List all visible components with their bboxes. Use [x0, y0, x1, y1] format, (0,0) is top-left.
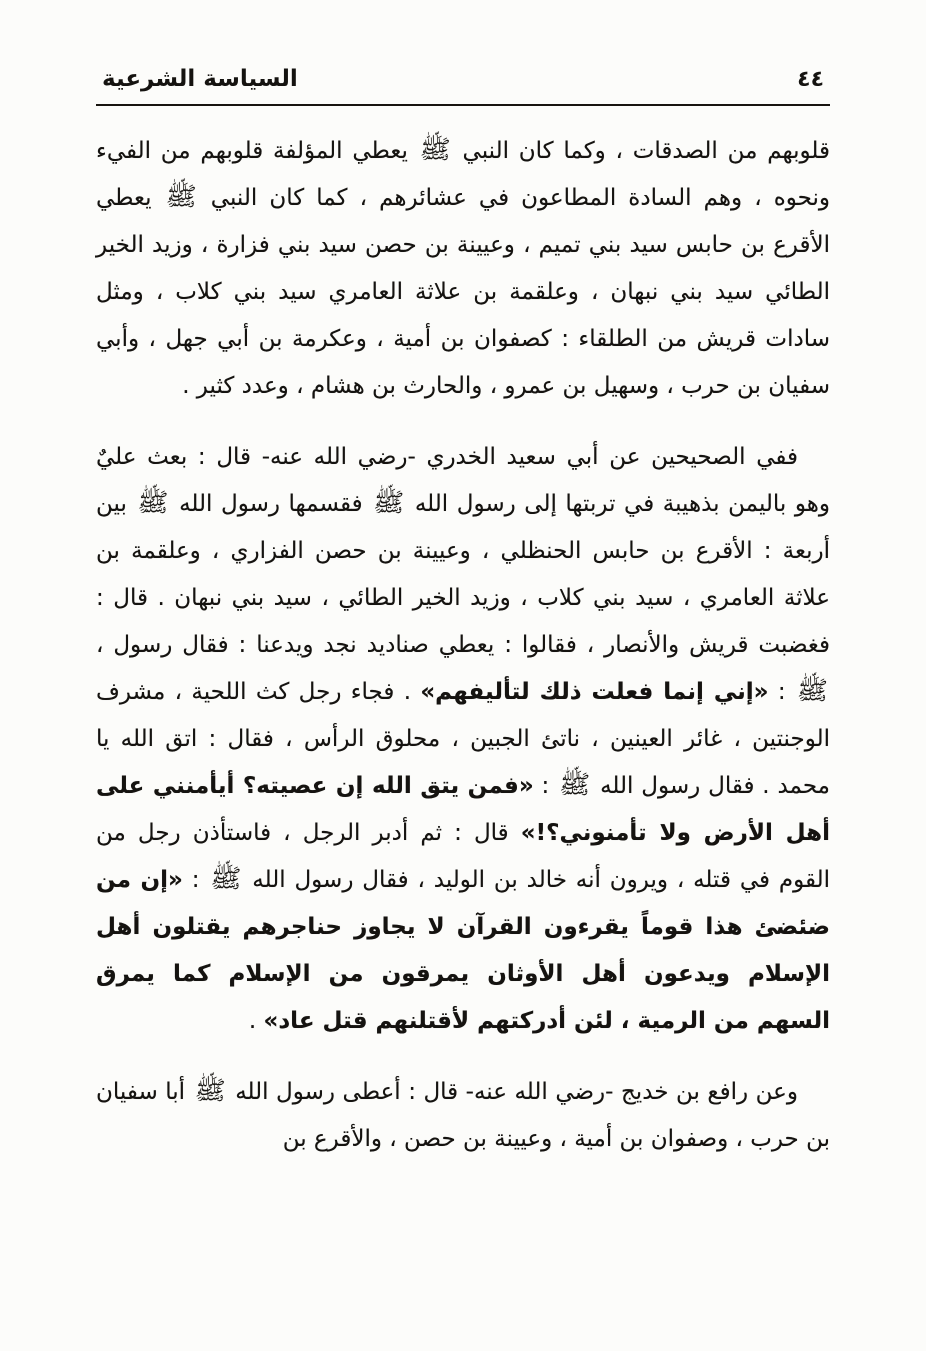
- text-segment: وعن رافع بن خديج -رضي الله عنه- قال : أعطى رسول الله: [227, 1079, 798, 1105]
- hadith-quote: «فمن يتق الله إن عصيته؟ أيأمنني على أهل الأرض ولا تأمنوني؟!»: [96, 773, 830, 846]
- salawat-symbol: ﷺ: [796, 676, 828, 706]
- text-segment: قلوبهم من الصدقات ، وكما كان النبي: [452, 138, 830, 164]
- page-body: [96, 128, 830, 1163]
- salawat-symbol: ﷺ: [373, 488, 405, 518]
- salawat-symbol: ﷺ: [165, 182, 197, 212]
- text-segment: يعطي الأقرع بن حابس سيد بني تميم ، وعيينة بن حصن سيد بني فزارة ، وزيد الخير الطائي سيد بني نبهان ، وعلقمة بن علاثة العامري سيد بني كلاب ، ومثل سادات قريش من الطلقاء : كصفوان بن أمية ، وعكرمة بن أبي جهل ، وأبي سفيان بن حرب ، وسهيل بن عمرو ، والحارث بن هشام ، وعدد كثير .: [96, 185, 830, 399]
- salawat-symbol: ﷺ: [137, 488, 169, 518]
- text-segment: :: [768, 679, 795, 705]
- page-header: [96, 66, 830, 104]
- page-number: ٤٤: [797, 67, 824, 92]
- text-segment: فقسمها رسول الله: [170, 491, 372, 517]
- text-segment: . فجاء رجل كث اللحية ، مشرف الوجنتين ، غائر العينين ، ناتئ الجبين ، محلوق الرأس ، فقال : اتق الله يا محمد . فقال رسول الله: [96, 679, 830, 799]
- book-title: السياسة الشرعية: [102, 66, 298, 92]
- hadith-quote: «إني إنما فعلت ذلك لتأليفهم»: [420, 679, 769, 705]
- salawat-symbol: ﷺ: [559, 770, 591, 800]
- header-rule: [96, 104, 830, 106]
- salawat-symbol: ﷺ: [210, 864, 242, 894]
- text-segment: .: [248, 1008, 264, 1034]
- paragraph: [96, 1069, 830, 1163]
- salawat-symbol: ﷺ: [194, 1076, 226, 1106]
- text-segment: قال : ثم أدبر الرجل ، فاستأذن رجل من القوم في قتله ، ويرون أنه خالد بن الوليد ، فقال رسول الله: [96, 820, 830, 893]
- text-segment: أبا سفيان بن حرب ، وصفوان بن أمية ، وعيينة بن حصن ، والأقرع بن: [96, 1079, 830, 1152]
- text-segment: بين أربعة : الأقرع بن حابس الحنظلي ، وعيينة بن حصن الفزاري ، وعلقمة بن علاثة العامري ، سيد بني كلاب ، وزيد الخير الطائي ، سيد بني نبهان . قال : فغضبت قريش والأنصار ، فقالوا : يعطي صناديد نجد ويدعنا : فقال رسول ،: [96, 491, 830, 658]
- text-segment: :: [182, 867, 209, 893]
- salawat-symbol: ﷺ: [419, 135, 451, 165]
- hadith-quote: «إن من ضئضئ هذا قوماً يقرءون القرآن لا يجاوز حناجرهم يقتلون أهل الإسلام ويدعون أهل الأوثان يمرقون من الإسلام كما يمرق السهم من الرمية ، لئن أدركتهم لأقتلنهم قتل عاد»: [96, 867, 830, 1034]
- paragraph: [96, 434, 830, 1045]
- text-segment: :: [533, 773, 558, 799]
- paragraph: [96, 128, 830, 410]
- text-segment: يعطي المؤلفة قلوبهم من الفيء ونحوه ، وهم السادة المطاعون في عشائرهم ، كما كان النبي: [96, 138, 830, 211]
- text-segment: ففي الصحيحين عن أبي سعيد الخدري -رضي الله عنه- قال : بعث عليٌ وهو باليمن بذهيبة في تربتها إلى رسول الله: [96, 444, 830, 517]
